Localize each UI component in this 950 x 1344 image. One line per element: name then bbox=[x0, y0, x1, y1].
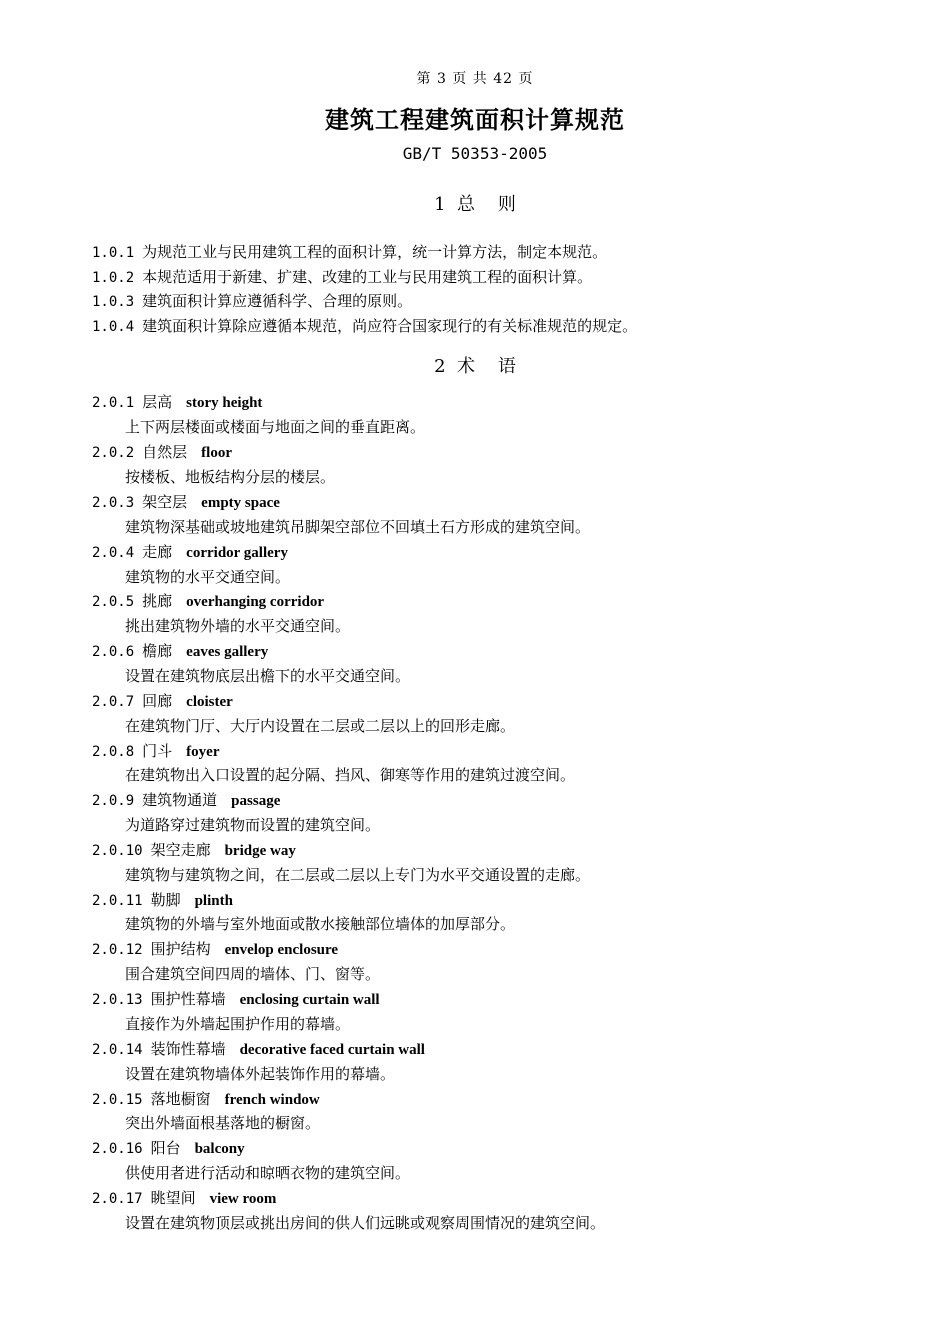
term-number: 2.0.6 bbox=[92, 644, 135, 660]
document-title: 建筑工程建筑面积计算规范 bbox=[325, 105, 625, 134]
term-english: bridge way bbox=[224, 843, 296, 859]
term-chinese: 回廊 bbox=[142, 692, 173, 710]
term-definition: 设置在建筑物墙体外起装饰作用的幕墙。 bbox=[125, 1065, 396, 1083]
term-chinese: 围护结构 bbox=[150, 940, 211, 958]
term-definition: 建筑物的水平交通空间。 bbox=[125, 568, 291, 586]
term-2-0-14 bbox=[92, 1038, 425, 1060]
term-number: 2.0.5 bbox=[92, 594, 135, 610]
term-2-0-5 bbox=[92, 590, 324, 612]
term-2-0-12 bbox=[92, 938, 338, 960]
term-english: envelop enclosure bbox=[224, 942, 339, 958]
term-english: plinth bbox=[194, 893, 233, 909]
term-chinese: 挑廊 bbox=[142, 592, 173, 610]
term-definition: 为道路穿过建筑物而设置的建筑空间。 bbox=[125, 816, 381, 834]
section-2-title: 2 术 语 bbox=[434, 356, 516, 377]
term-definition: 按楼板、地板结构分层的楼层。 bbox=[125, 468, 336, 486]
term-2-0-13 bbox=[92, 988, 380, 1010]
term-definition: 直接作为外墙起围护作用的幕墙。 bbox=[125, 1015, 351, 1033]
term-2-0-16 bbox=[92, 1137, 245, 1159]
term-english: floor bbox=[201, 445, 232, 461]
term-english: cloister bbox=[186, 694, 233, 710]
term-english: decorative faced curtain wall bbox=[239, 1042, 425, 1058]
term-chinese: 檐廊 bbox=[142, 642, 173, 660]
term-number: 2.0.1 bbox=[92, 395, 135, 411]
term-chinese: 架空走廊 bbox=[150, 841, 211, 859]
term-definition: 在建筑物出入口设置的起分隔、挡风、御寒等作用的建筑过渡空间。 bbox=[125, 766, 576, 784]
standard-code: GB/T 50353-2005 bbox=[402, 144, 548, 163]
term-chinese: 勒脚 bbox=[150, 891, 181, 909]
term-definition: 建筑物深基础或坡地建筑吊脚架空部位不回填土石方形成的建筑空间。 bbox=[125, 518, 591, 536]
term-english: view room bbox=[209, 1191, 277, 1207]
clause-number: 1.0.2 bbox=[92, 270, 135, 286]
term-english: foyer bbox=[186, 744, 220, 760]
term-definition: 设置在建筑物顶层或挑出房间的供人们远眺或观察周围情况的建筑空间。 bbox=[125, 1214, 606, 1232]
term-2-0-2 bbox=[92, 441, 232, 463]
term-number: 2.0.12 bbox=[92, 942, 143, 958]
term-number: 2.0.8 bbox=[92, 744, 135, 760]
term-number: 2.0.2 bbox=[92, 445, 135, 461]
term-definition: 在建筑物门厅、大厅内设置在二层或二层以上的回形走廊。 bbox=[125, 717, 516, 735]
term-chinese: 自然层 bbox=[142, 443, 188, 461]
term-english: french window bbox=[224, 1092, 320, 1108]
term-2-0-3 bbox=[92, 491, 280, 513]
term-2-0-11 bbox=[92, 889, 233, 911]
term-2-0-6 bbox=[92, 640, 268, 662]
term-chinese: 装饰性幕墙 bbox=[150, 1040, 226, 1058]
term-chinese: 门斗 bbox=[142, 742, 173, 760]
term-chinese: 落地橱窗 bbox=[150, 1090, 211, 1108]
term-chinese: 走廊 bbox=[142, 543, 173, 561]
section-1-title: 1 总 则 bbox=[434, 194, 516, 215]
clause-1-0-4 bbox=[92, 315, 637, 337]
term-english: corridor gallery bbox=[186, 545, 288, 561]
term-2-0-4 bbox=[92, 541, 288, 563]
term-chinese: 架空层 bbox=[142, 493, 188, 511]
term-english: enclosing curtain wall bbox=[239, 992, 380, 1008]
term-definition: 建筑物的外墙与室外地面或散水接触部位墙体的加厚部分。 bbox=[125, 915, 516, 933]
term-chinese: 眺望间 bbox=[150, 1189, 196, 1207]
term-number: 2.0.11 bbox=[92, 893, 143, 909]
term-number: 2.0.9 bbox=[92, 793, 135, 809]
term-number: 2.0.13 bbox=[92, 992, 143, 1008]
term-english: eaves gallery bbox=[186, 644, 269, 660]
term-english: passage bbox=[231, 793, 281, 809]
term-number: 2.0.4 bbox=[92, 545, 135, 561]
clause-number: 1.0.3 bbox=[92, 294, 135, 310]
clause-text: 建筑面积计算除应遵循本规范，尚应符合国家现行的有关标准规范的规定。 bbox=[142, 317, 638, 335]
term-chinese: 层高 bbox=[142, 393, 173, 411]
term-2-0-1 bbox=[92, 391, 262, 413]
term-definition: 建筑物与建筑物之间，在二层或二层以上专门为水平交通设置的走廊。 bbox=[125, 866, 591, 884]
page-indicator: 第 3 页 共 42 页 bbox=[416, 71, 534, 87]
clause-1-0-1 bbox=[92, 241, 607, 263]
term-chinese: 阳台 bbox=[150, 1139, 181, 1157]
clause-text: 为规范工业与民用建筑工程的面积计算，统一计算方法，制定本规范。 bbox=[142, 243, 608, 261]
term-2-0-7 bbox=[92, 690, 233, 712]
clause-text: 建筑面积计算应遵循科学、合理的原则。 bbox=[142, 292, 413, 310]
term-english: balcony bbox=[194, 1141, 245, 1157]
term-2-0-10 bbox=[92, 839, 296, 861]
term-english: empty space bbox=[201, 495, 280, 511]
term-definition: 设置在建筑物底层出檐下的水平交通空间。 bbox=[125, 667, 411, 685]
term-2-0-9 bbox=[92, 789, 280, 811]
term-number: 2.0.3 bbox=[92, 495, 135, 511]
term-number: 2.0.17 bbox=[92, 1191, 143, 1207]
term-number: 2.0.7 bbox=[92, 694, 135, 710]
term-english: story height bbox=[186, 395, 263, 411]
term-definition: 供使用者进行活动和晾晒衣物的建筑空间。 bbox=[125, 1164, 411, 1182]
clause-number: 1.0.4 bbox=[92, 319, 135, 335]
term-chinese: 围护性幕墙 bbox=[150, 990, 226, 1008]
clause-1-0-2 bbox=[92, 266, 592, 288]
term-number: 2.0.15 bbox=[92, 1092, 143, 1108]
term-english: overhanging corridor bbox=[186, 594, 325, 610]
term-definition: 围合建筑空间四周的墙体、门、窗等。 bbox=[125, 965, 381, 983]
clause-text: 本规范适用于新建、扩建、改建的工业与民用建筑工程的面积计算。 bbox=[142, 268, 593, 286]
term-number: 2.0.14 bbox=[92, 1042, 143, 1058]
term-definition: 挑出建筑物外墙的水平交通空间。 bbox=[125, 617, 351, 635]
term-definition: 突出外墙面根基落地的橱窗。 bbox=[125, 1114, 321, 1132]
clause-number: 1.0.1 bbox=[92, 245, 135, 261]
term-number: 2.0.16 bbox=[92, 1141, 143, 1157]
term-number: 2.0.10 bbox=[92, 843, 143, 859]
term-chinese: 建筑物通道 bbox=[142, 791, 218, 809]
term-2-0-15 bbox=[92, 1088, 320, 1110]
clause-1-0-3 bbox=[92, 290, 412, 312]
term-2-0-17 bbox=[92, 1187, 276, 1209]
term-2-0-8 bbox=[92, 740, 219, 762]
term-definition: 上下两层楼面或楼面与地面之间的垂直距离。 bbox=[125, 418, 426, 436]
